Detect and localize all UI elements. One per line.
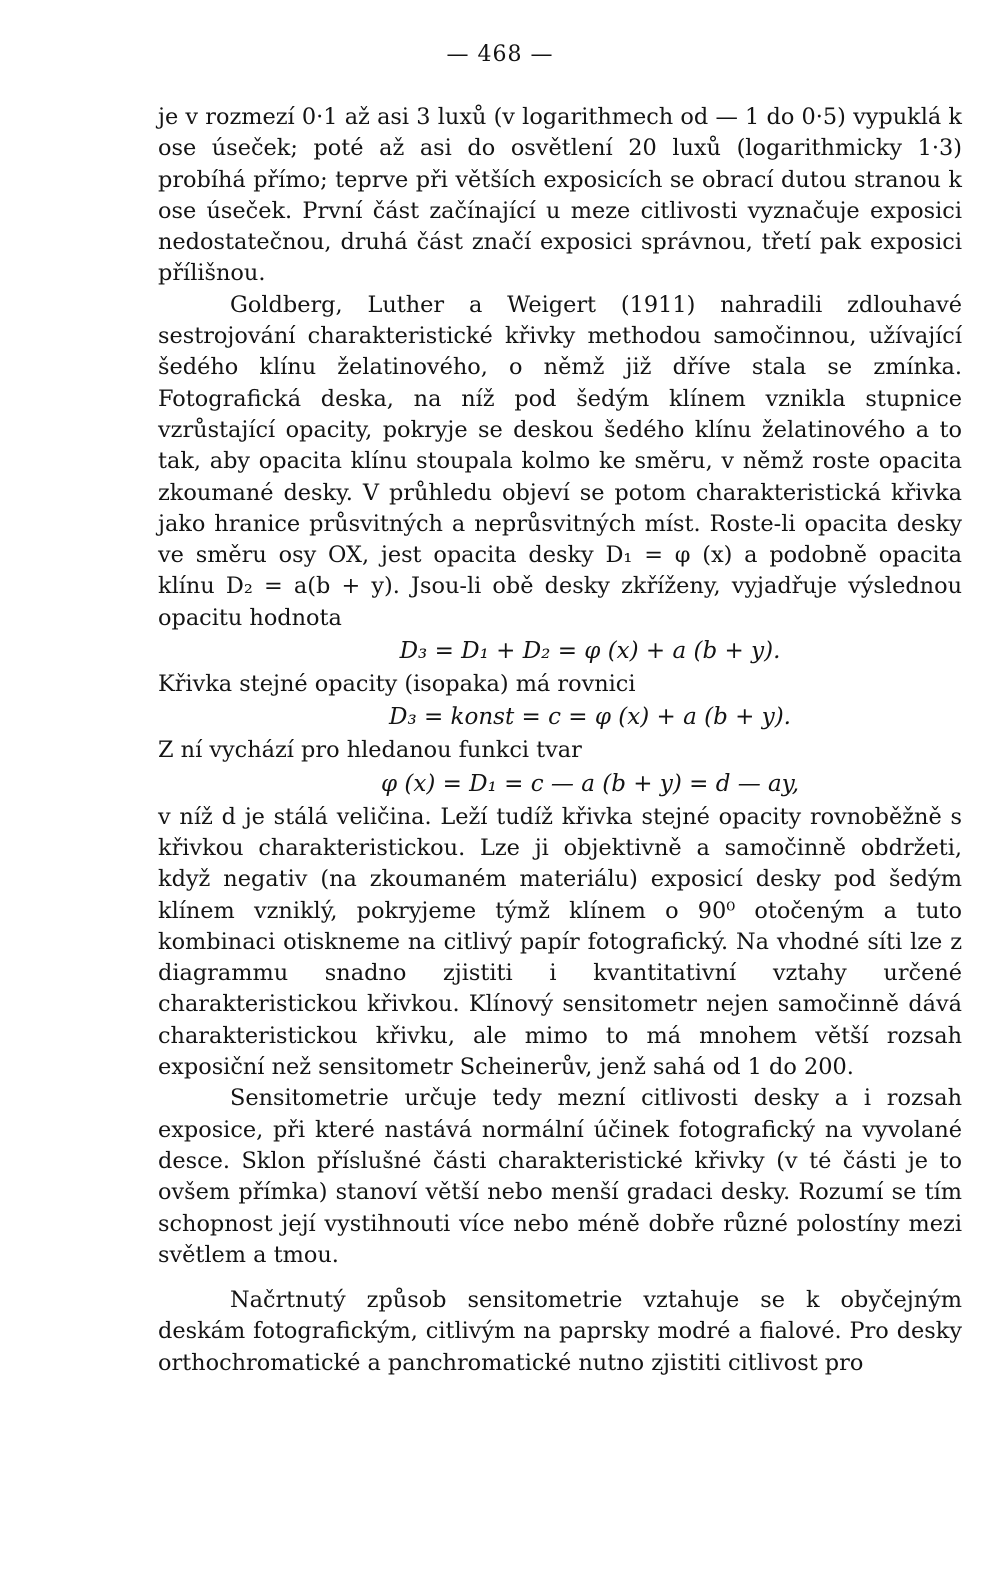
formula-1: D₃ = D₁ + D₂ = φ (x) + a (b + y). [399, 638, 781, 665]
formula-3: φ (x) = D₁ = c — a (b + y) = d — ay, [380, 770, 800, 797]
paragraph-gap [158, 1271, 962, 1285]
paragraph-2: Goldberg, Luther a Weigert (1911) nahradili zdlouhavé sestrojování charakteristické křivky methodou samočinnou, užívající šedého klínu želatinového, o němž již dříve stala se zmínka. Fotografická deska, na níž pod šedým klínem vznikla stupnice vzrůstající opacity, pokryje se deskou šedého klínu želatinového a to tak, aby opacita klínu stoupala kolmo ke směru, v němž roste opacita zkoumané desky. V průhledu objeví se potom charakteristická křivka jako hranice průsvitných a neprůsvitných míst. Roste-li opacita desky ve směru osy OX, jest opacita desky D₁ = φ (x) a podobně opacita klínu D₂ = a(b + y). Jsou-li obě desky zkříženy, vyjadřuje výslednou opacitu hodnota [158, 291, 962, 631]
paragraph-3: Křivka stejné opacity (isopaka) má rovnici [158, 671, 636, 698]
paragraph-5: v níž d je stálá veličina. Leží tudíž křivka stejné opacity rovnoběžně s křivkou charakteristickou. Lze ji objektivně a samočinně obdržeti, když negativ (na zkoumaném materiálu) exposicí desky pod šedým klínem vzniklý, pokryjeme týmž klínem o 90⁰ otočeným a tuto kombinaci otiskneme na citlivý papír fotografický. Na vhodné síti lze z diagrammu snadno zjistiti i kvantitativní vztahy určené charakteristickou křivkou. Klínový sensitometr nejen samočinně dává charakteristickou křivku, ale mimo to má mnohem větší rozsah exposiční než sensitometr Scheinerův, jenž sahá od 1 do 200. [158, 803, 962, 1081]
paragraph-4: Z ní vychází pro hledanou funkci tvar [158, 737, 582, 764]
paragraph-7: Načrtnutý způsob sensitometrie vztahuje se k obyčejným deskám fotografickým, citlivým na paprsky modré a fialové. Pro desky orthochromatické a panchromatické nutno zjistiti citlivost pro [158, 1287, 962, 1376]
page-number: — 468 — [446, 42, 554, 67]
paragraph-6: Sensitometrie určuje tedy mezní citlivosti desky a i rozsah exposice, při které nastává normální účinek fotografický na vyvolané desce. Sklon příslušné části charakteristické křivky (v té části je to ovšem přímka) stanoví větší nebo menší gradaci desky. Rozumí se tím schopnost její vystihnouti více nebo méně dobře různé polostíny mezi světlem a tmou. [158, 1085, 962, 1268]
formula-2: D₃ = konst = c = φ (x) + a (b + y). [389, 704, 791, 731]
paragraph-1: je v rozmezí 0·1 až asi 3 luxů (v logarithmech od — 1 do 0·5) vypuklá k ose úseček; poté až asi do osvětlení 20 luxů (logarithmicky 1·3) probíhá přímo; teprve při větších exposicích se obrací dutou stranou k ose úseček. První část začínající u meze citlivosti vyznačuje exposici nedostatečnou, druhá část značí exposici správnou, třetí pak exposici přílišnou. [158, 104, 962, 287]
body-text [158, 102, 962, 1379]
